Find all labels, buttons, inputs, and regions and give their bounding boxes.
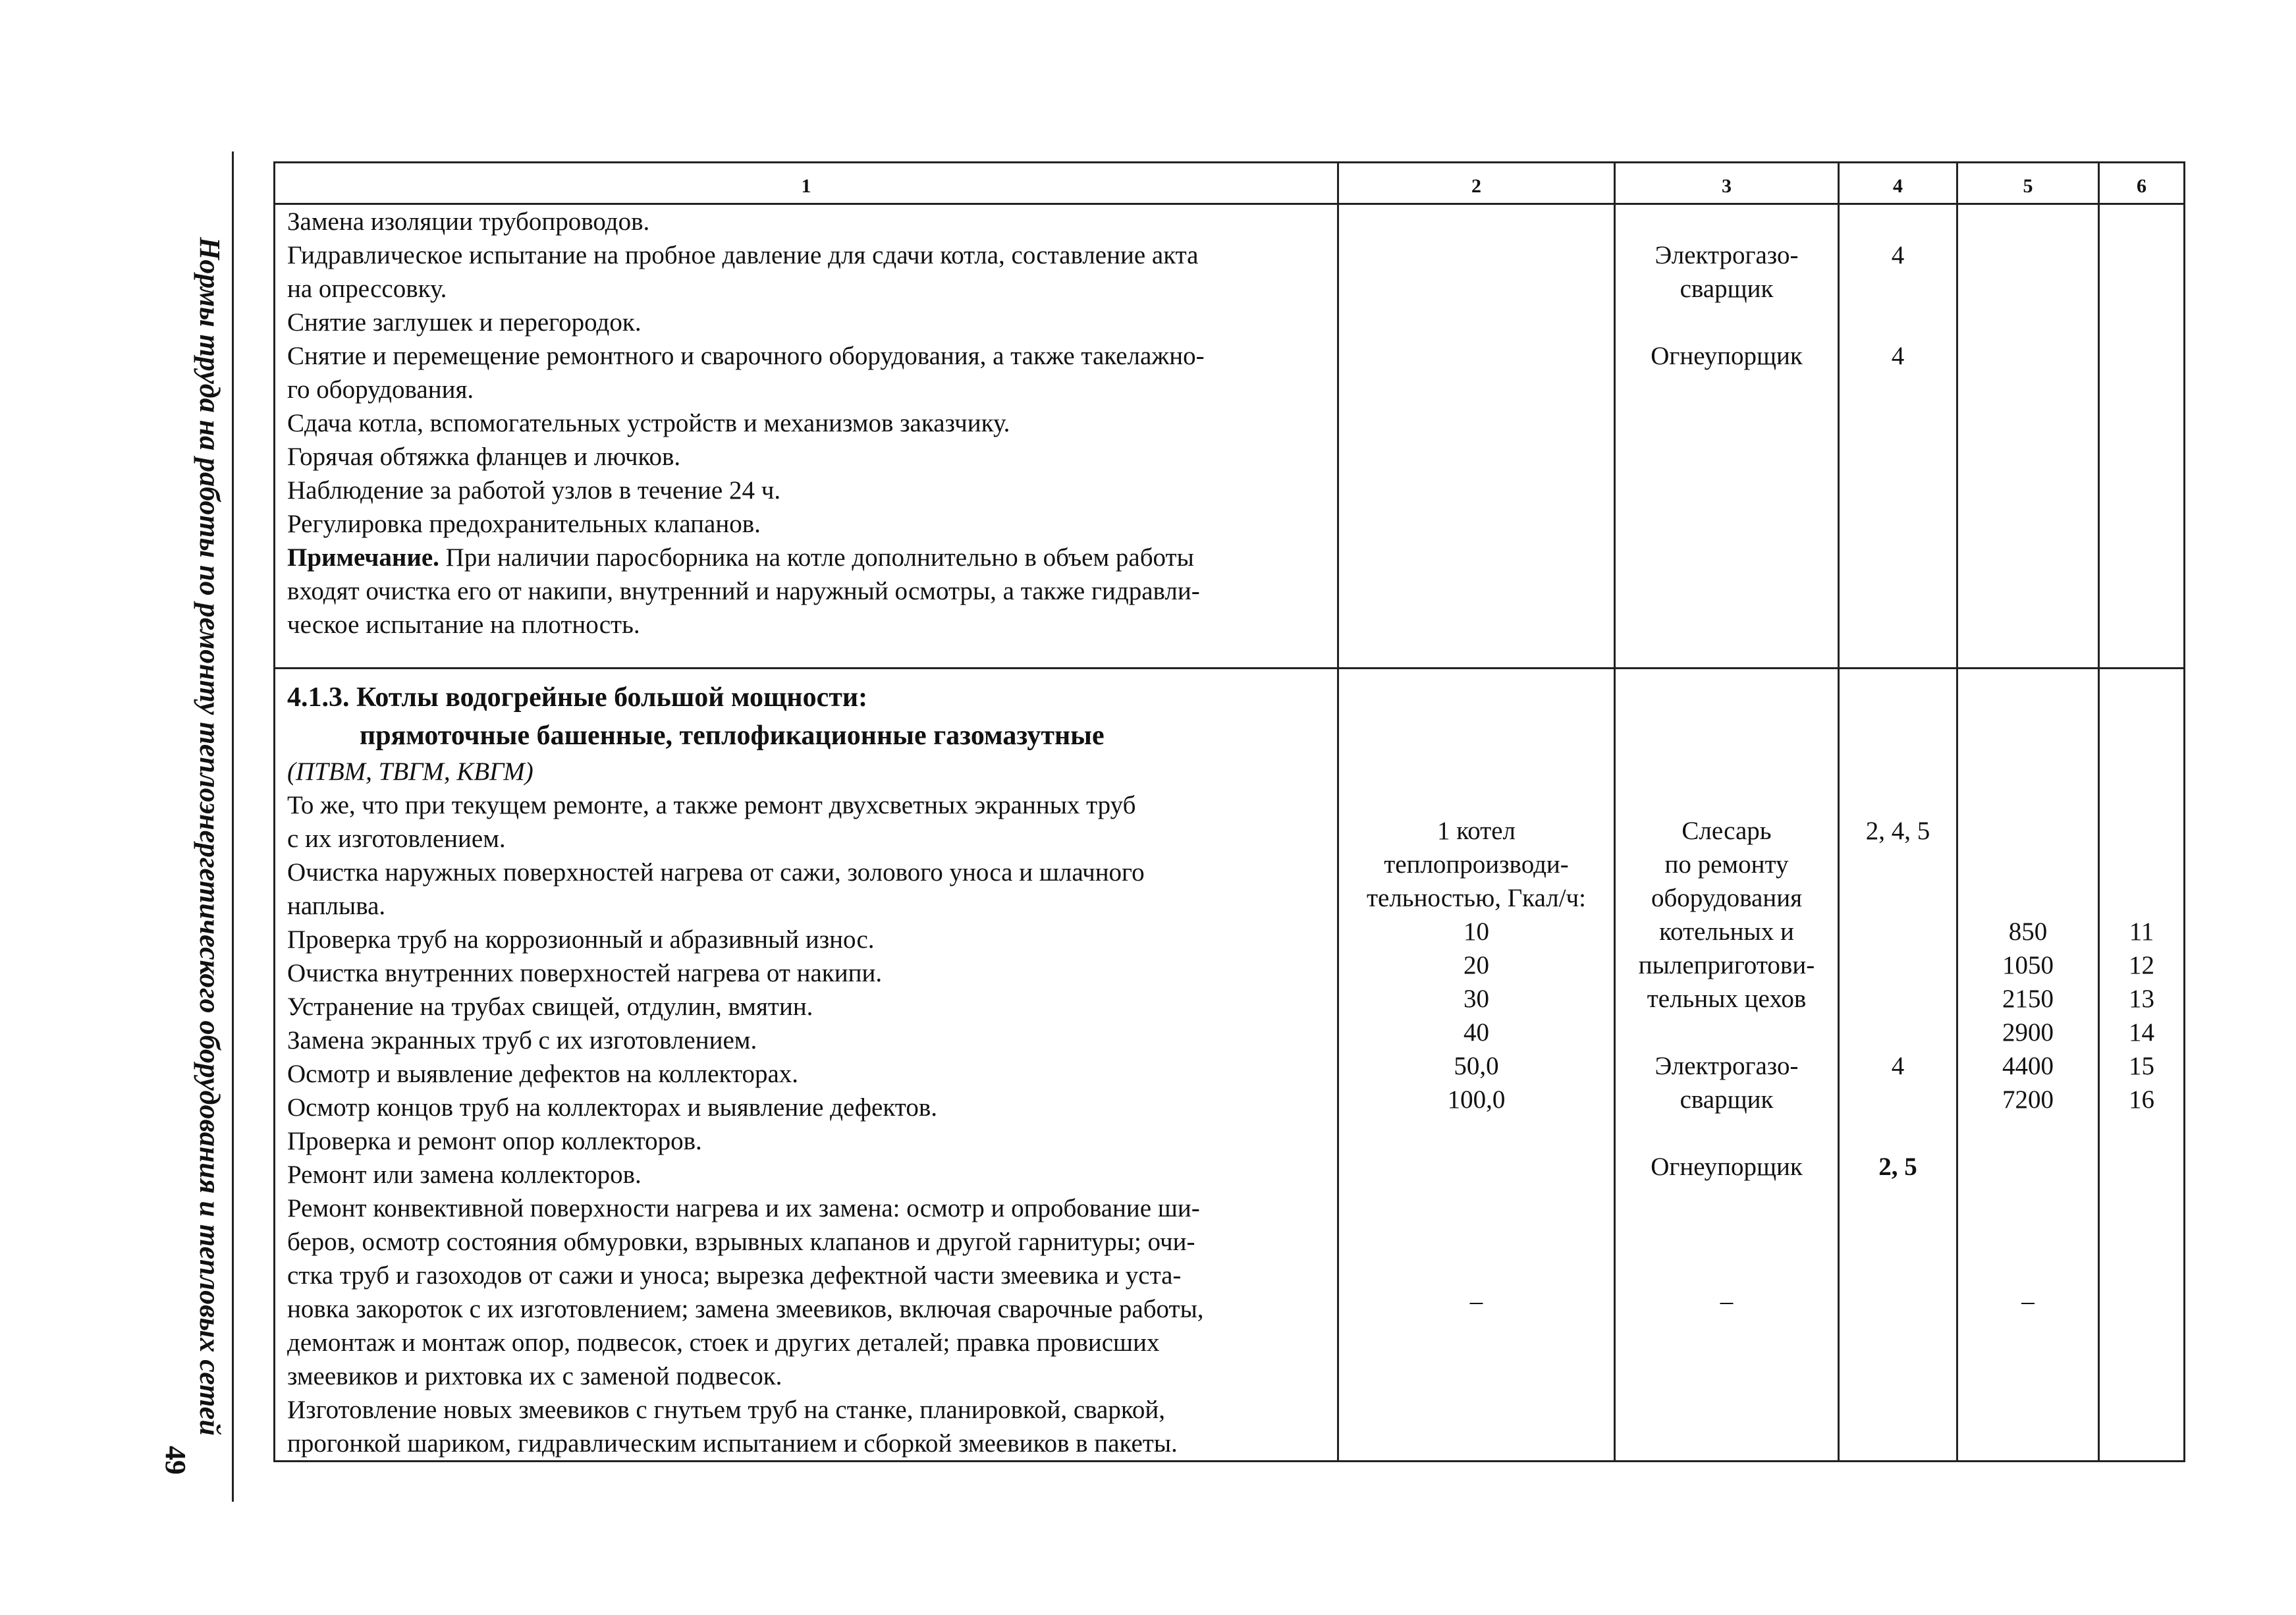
capacity-value: 40 <box>1463 1018 1489 1047</box>
grade-value: 4 <box>1891 241 1905 269</box>
table-row <box>275 669 2185 1462</box>
work-line: Очистка внутренних поверхностей нагрева от накипи. <box>287 959 883 987</box>
worker-line: тельных цехов <box>1647 985 1807 1013</box>
note-line: ческое испытание на плотность. <box>287 611 640 639</box>
norm-cell <box>1957 669 2099 1462</box>
work-line: змеевиков и рихтовка их с заменой подвесок. <box>287 1362 782 1390</box>
worker-line: Электрогазо- <box>1654 241 1799 269</box>
work-description-cell <box>275 204 1338 669</box>
worker-line: по ремонту <box>1664 850 1789 879</box>
spacer <box>1621 1217 1832 1251</box>
work-line: Замена экранных труб с их изготовлением. <box>287 1026 757 1054</box>
norm-value: 4400 <box>2002 1052 2054 1080</box>
spacer <box>1963 881 2092 915</box>
section-heading: 4.1.3. Котлы водогрейные большой мощности: <box>287 682 868 713</box>
col-5-header: 5 <box>1957 163 2099 204</box>
note-label: Примечание. <box>287 543 439 572</box>
spacer <box>1344 1150 1608 1184</box>
spacer <box>1845 881 1951 915</box>
spacer <box>1621 1184 1832 1217</box>
spacer <box>1845 205 1951 238</box>
spacer <box>1963 814 2092 848</box>
margin-rule <box>232 151 234 1502</box>
worker-cell <box>1615 669 1839 1462</box>
spacer <box>1963 1251 2092 1284</box>
spacer <box>1344 1217 1608 1251</box>
grade-value: 2, 5 <box>1878 1153 1917 1181</box>
spacer <box>1845 915 1951 948</box>
work-line: Снятие и перемещение ремонтного и сварочного оборудования, а также такелажно- <box>287 342 1205 370</box>
page-number: 49 <box>159 1446 192 1475</box>
section-heading: прямоточные башенные, теплофикационные газомазутные <box>360 721 1105 751</box>
work-line: Осмотр концов труб на коллекторах и выявление дефектов. <box>287 1093 937 1122</box>
work-line: демонтаж и монтаж опор, подвесок, стоек и других деталей; правка провисших <box>287 1328 1160 1357</box>
spacer <box>1963 1184 2092 1217</box>
norm-value: 850 <box>2008 917 2048 946</box>
code-value: 12 <box>2129 951 2154 979</box>
spacer <box>1845 948 1951 982</box>
spacer <box>1845 982 1951 1016</box>
col-1-header: 1 <box>275 163 1338 204</box>
spacer <box>1621 1116 1832 1150</box>
norm-value: 2900 <box>2002 1018 2054 1047</box>
grade-cell <box>1839 669 1957 1462</box>
work-line: Осмотр и выявление дефектов на коллекторах. <box>287 1060 799 1088</box>
capacity-value: 50,0 <box>1454 1052 1499 1080</box>
norm-value: 7200 <box>2002 1085 2054 1114</box>
norm-value: 2150 <box>2002 985 2054 1013</box>
work-line: Регулировка предохранительных клапанов. <box>287 510 761 538</box>
work-description-cell <box>275 669 1338 1462</box>
work-line: Замена изоляции трубопроводов. <box>287 207 650 236</box>
spacer <box>1845 848 1951 881</box>
table-row <box>275 204 2185 669</box>
col-4-header: 4 <box>1839 163 1957 204</box>
work-line: Проверка труб на коррозионный и абразивный износ. <box>287 925 875 954</box>
code-value: 11 <box>2129 917 2154 946</box>
note-line: входят очистка его от накипи, внутренний и наружный осмотры, а также гидравли- <box>287 577 1200 605</box>
spacer <box>1963 1150 2092 1184</box>
code-value: 15 <box>2129 1052 2154 1080</box>
worker-line: сварщик <box>1680 275 1774 303</box>
meter-cell <box>1338 204 1615 669</box>
work-line: стка труб и газоходов от сажи и уноса; вырезка дефектной части змеевика и уста- <box>287 1261 1182 1290</box>
work-line: Очистка наружных поверхностей нагрева от сажи, золового уноса и шлачного <box>287 858 1145 887</box>
spacer <box>1344 1184 1608 1217</box>
work-line: го оборудования. <box>287 375 474 404</box>
grade-value: 4 <box>1891 1052 1905 1080</box>
norms-table-wrapper <box>273 161 2183 1462</box>
spacer <box>1845 272 1951 306</box>
norm-value: 1050 <box>2002 951 2054 979</box>
worker-line: оборудования <box>1651 884 1803 912</box>
empty-dash: – <box>1720 1287 1734 1315</box>
capacity-value: 10 <box>1463 917 1489 946</box>
running-title: Нормы труда на работы по ремонту теплоэнергетического оборудования и тепловых сетей <box>194 237 226 1436</box>
spacer <box>1621 1016 1832 1049</box>
work-line: на опрессовку. <box>287 275 447 303</box>
capacity-value: 30 <box>1463 985 1489 1013</box>
spacer <box>1845 1083 1951 1116</box>
note-text: При наличии паросборника на котле дополнительно в объем работы <box>439 543 1194 572</box>
worker-line: пылеприготови- <box>1638 951 1815 979</box>
work-line: наплыва. <box>287 892 386 920</box>
worker-line: котельных и <box>1659 917 1794 946</box>
meter-line: тельностью, Гкал/ч: <box>1366 884 1587 912</box>
spacer <box>1963 1116 2092 1150</box>
spacer <box>1845 1116 1951 1150</box>
grade-value: 4 <box>1891 342 1905 370</box>
empty-dash: – <box>2021 1287 2035 1315</box>
norm-cell <box>1957 204 2099 669</box>
spacer <box>2105 814 2178 848</box>
note <box>287 541 1332 574</box>
work-line: Изготовление новых змеевиков с гнутьем труб на станке, планировкой, сваркой, <box>287 1396 1165 1424</box>
col-6-header: 6 <box>2099 163 2185 204</box>
code-value: 14 <box>2129 1018 2154 1047</box>
meter-line: 1 котел <box>1436 817 1516 845</box>
worker-line: Огнеупорщик <box>1651 342 1803 370</box>
work-line: Горячая обтяжка фланцев и лючков. <box>287 443 681 471</box>
work-line: Ремонт или замена коллекторов. <box>287 1161 642 1189</box>
spacer <box>2105 848 2178 881</box>
code-value: 13 <box>2129 985 2154 1013</box>
worker-line: Огнеупорщик <box>1651 1153 1803 1181</box>
worker-cell <box>1615 204 1839 669</box>
col-2-header: 2 <box>1338 163 1615 204</box>
meter-line: теплопроизводи- <box>1384 850 1569 879</box>
spacer <box>1963 848 2092 881</box>
section-heading-models: (ПТВМ, ТВГМ, КВГМ) <box>287 757 533 786</box>
norms-table <box>273 161 2185 1462</box>
work-line: Проверка и ремонт опор коллекторов. <box>287 1127 702 1155</box>
work-line: прогонкой шариком, гидравлическим испытанием и сборкой змеевиков в пакеты. <box>287 1429 1178 1458</box>
column-number-row <box>275 163 2185 204</box>
spacer <box>1621 1251 1832 1284</box>
work-line: То же, что при текущем ремонте, а также ремонт двухсветных экранных труб <box>287 791 1136 819</box>
spacer <box>1963 1217 2092 1251</box>
work-line: Ремонт конвективной поверхности нагрева и их замена: осмотр и опробование ши- <box>287 1194 1200 1222</box>
work-line: Снятие заглушек и перегородок. <box>287 308 642 337</box>
code-cell <box>2099 669 2185 1462</box>
spacer <box>1344 1251 1608 1284</box>
empty-dash: – <box>1469 1287 1483 1315</box>
capacity-value: 100,0 <box>1447 1085 1506 1114</box>
work-line: новка закороток с их изготовлением; замена змеевиков, включая сварочные работы, <box>287 1295 1204 1323</box>
spacer <box>2105 881 2178 915</box>
work-line: беров, осмотр состояния обмуровки, взрывных клапанов и другой гарнитуры; очи- <box>287 1228 1195 1256</box>
work-line: Устранение на трубах свищей, отдулин, вмятин. <box>287 993 813 1021</box>
col-3-header: 3 <box>1615 163 1839 204</box>
worker-line: сварщик <box>1680 1085 1774 1114</box>
work-line: Наблюдение за работой узлов в течение 24 ч. <box>287 476 781 505</box>
worker-line: Электрогазо- <box>1654 1052 1799 1080</box>
spacer <box>1845 306 1951 339</box>
meter-cell <box>1338 669 1615 1462</box>
grade-value: 2, 4, 5 <box>1865 817 1930 845</box>
spacer <box>1344 1116 1608 1150</box>
spacer <box>1621 205 1832 238</box>
work-line: Гидравлическое испытание на пробное давление для сдачи котла, составление акта <box>287 241 1199 269</box>
spacer <box>1621 306 1832 339</box>
worker-line: Слесарь <box>1681 817 1772 845</box>
grade-cell <box>1839 204 1957 669</box>
code-value: 16 <box>2129 1085 2154 1114</box>
code-cell <box>2099 204 2185 669</box>
capacity-value: 20 <box>1463 951 1489 979</box>
spacer <box>1845 1016 1951 1049</box>
work-line: Сдача котла, вспомогательных устройств и механизмов заказчику. <box>287 409 1010 437</box>
work-line: с их изготовлением. <box>287 825 506 853</box>
